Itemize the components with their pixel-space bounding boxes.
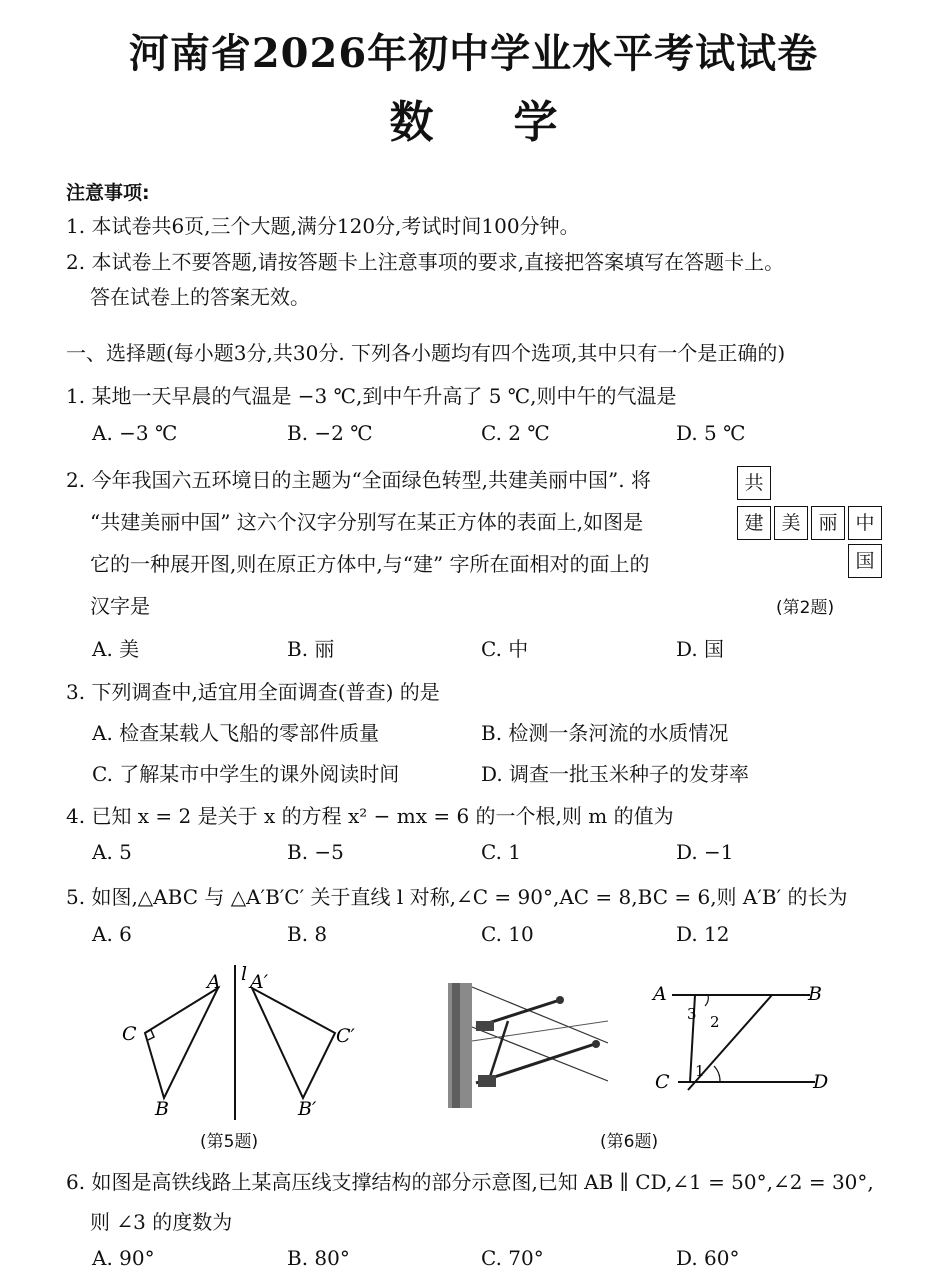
q1-stem: 1. 某地一天早晨的气温是 −3 ℃,到中午升高了 5 ℃,则中午的气温是 (66, 384, 677, 408)
note-item-2: 2. 本试卷上不要答题,请按答题卡上注意事项的要求,直接把答案填写在答题卡上。 (66, 250, 785, 274)
q2-line-2: “共建美丽中国” 这六个汉字分别写在某正方体的表面上,如图是 (90, 510, 644, 534)
q4-stem: 4. 已知 x = 2 是关于 x 的方程 x² − mx = 6 的一个根,则 m 的值为 (66, 804, 674, 828)
q6-option-c: C. 70° (481, 1246, 544, 1270)
q2-line-3: 它的一种展开图,则在原正方体中,与“建” 字所在面相对的面上的 (90, 552, 650, 576)
q3-option-c: C. 了解某市中学生的课外阅读时间 (92, 762, 400, 786)
q6-parallel-lines-figure (650, 975, 840, 1100)
q4-option-b: B. −5 (287, 840, 344, 864)
label-d: D (813, 1071, 829, 1093)
q5-option-a: A. 6 (92, 922, 132, 946)
q5-stem: 5. 如图,△ABC 与 △A′B′C′ 关于直线 l 对称,∠C = 90°,AC = 8,BC = 6,则 A′B′ 的长为 (66, 885, 848, 909)
q6-support-photo (448, 983, 608, 1108)
label-b-prime: B′ (298, 1098, 317, 1120)
angle-label-2: 2 (710, 1013, 720, 1031)
section-heading: 一、选择题(每小题3分,共30分. 下列各小题均有四个选项,其中只有一个是正确的) (66, 341, 786, 365)
q3-option-b: B. 检测一条河流的水质情况 (481, 721, 729, 745)
label-c: C (122, 1023, 137, 1045)
q5-caption: (第5题) (200, 1132, 259, 1152)
label-b: B (808, 983, 822, 1005)
q4-option-d: D. −1 (676, 840, 734, 864)
q6-line-1: 6. 如图是高铁线路上某高压线支撑结构的部分示意图,已知 AB ∥ CD,∠1 = 50°,∠2 = 30°, (66, 1170, 874, 1194)
label-b: B (155, 1098, 169, 1120)
exam-title: 河南省2026年初中学业水平考试试卷 (128, 30, 819, 77)
q2-line-1: 2. 今年我国六五环境日的主题为“全面绿色转型,共建美丽中国”. 将 (66, 468, 651, 492)
q2-option-a: A. 美 (92, 637, 140, 661)
q3-stem: 3. 下列调查中,适宜用全面调查(普查) 的是 (66, 680, 440, 704)
net-cell: 中 (848, 506, 882, 540)
exam-subject: 数学 (389, 97, 638, 148)
q2-option-d: D. 国 (676, 637, 725, 661)
net-cell: 建 (737, 506, 771, 540)
triangle-abc (145, 988, 218, 1098)
q5-option-b: B. 8 (287, 922, 328, 946)
net-cell: 美 (774, 506, 808, 540)
q5-option-c: C. 10 (481, 922, 534, 946)
q1-option-c: C. 2 ℃ (481, 421, 550, 445)
label-c-prime: C′ (336, 1025, 355, 1047)
q1-option-b: B. −2 ℃ (287, 421, 373, 445)
net-cell: 共 (737, 466, 771, 500)
note-item-1: 1. 本试卷共6页,三个大题,满分120分,考试时间100分钟。 (66, 214, 580, 238)
q2-option-c: C. 中 (481, 637, 529, 661)
q4-option-a: A. 5 (92, 840, 132, 864)
q6-option-b: B. 80° (287, 1246, 350, 1270)
angle-label-3: 3 (687, 1005, 697, 1023)
label-c: C (655, 1071, 670, 1093)
q1-option-d: D. 5 ℃ (676, 421, 746, 445)
q2-option-b: B. 丽 (287, 637, 335, 661)
q5-triangle-figure (100, 960, 380, 1125)
q2-caption: (第2题) (776, 598, 835, 618)
note-item-2-cont: 答在试卷上的答案无效。 (90, 285, 310, 309)
net-cell: 国 (848, 544, 882, 578)
q6-option-d: D. 60° (676, 1246, 740, 1270)
q4-option-c: C. 1 (481, 840, 522, 864)
q6-line-2: 则 ∠3 的度数为 (90, 1210, 233, 1234)
notes-heading: 注意事项: (66, 182, 150, 204)
label-a-prime: A′ (250, 971, 269, 993)
q3-option-d: D. 调查一批玉米种子的发芽率 (481, 762, 750, 786)
net-cell: 丽 (811, 506, 845, 540)
q1-option-a: A. −3 ℃ (92, 421, 178, 445)
label-a: A (207, 971, 221, 993)
angle-label-1: 1 (695, 1062, 705, 1080)
q5-option-d: D. 12 (676, 922, 730, 946)
triangle-a2b2c2 (252, 988, 335, 1098)
label-a: A (653, 983, 667, 1005)
cube-net-figure (737, 466, 882, 582)
q3-option-a: A. 检查某载人飞船的零部件质量 (92, 721, 380, 745)
q6-caption: (第6题) (600, 1132, 659, 1152)
q2-line-4: 汉字是 (90, 594, 150, 618)
label-l: l (241, 963, 248, 985)
q6-option-a: A. 90° (92, 1246, 155, 1270)
